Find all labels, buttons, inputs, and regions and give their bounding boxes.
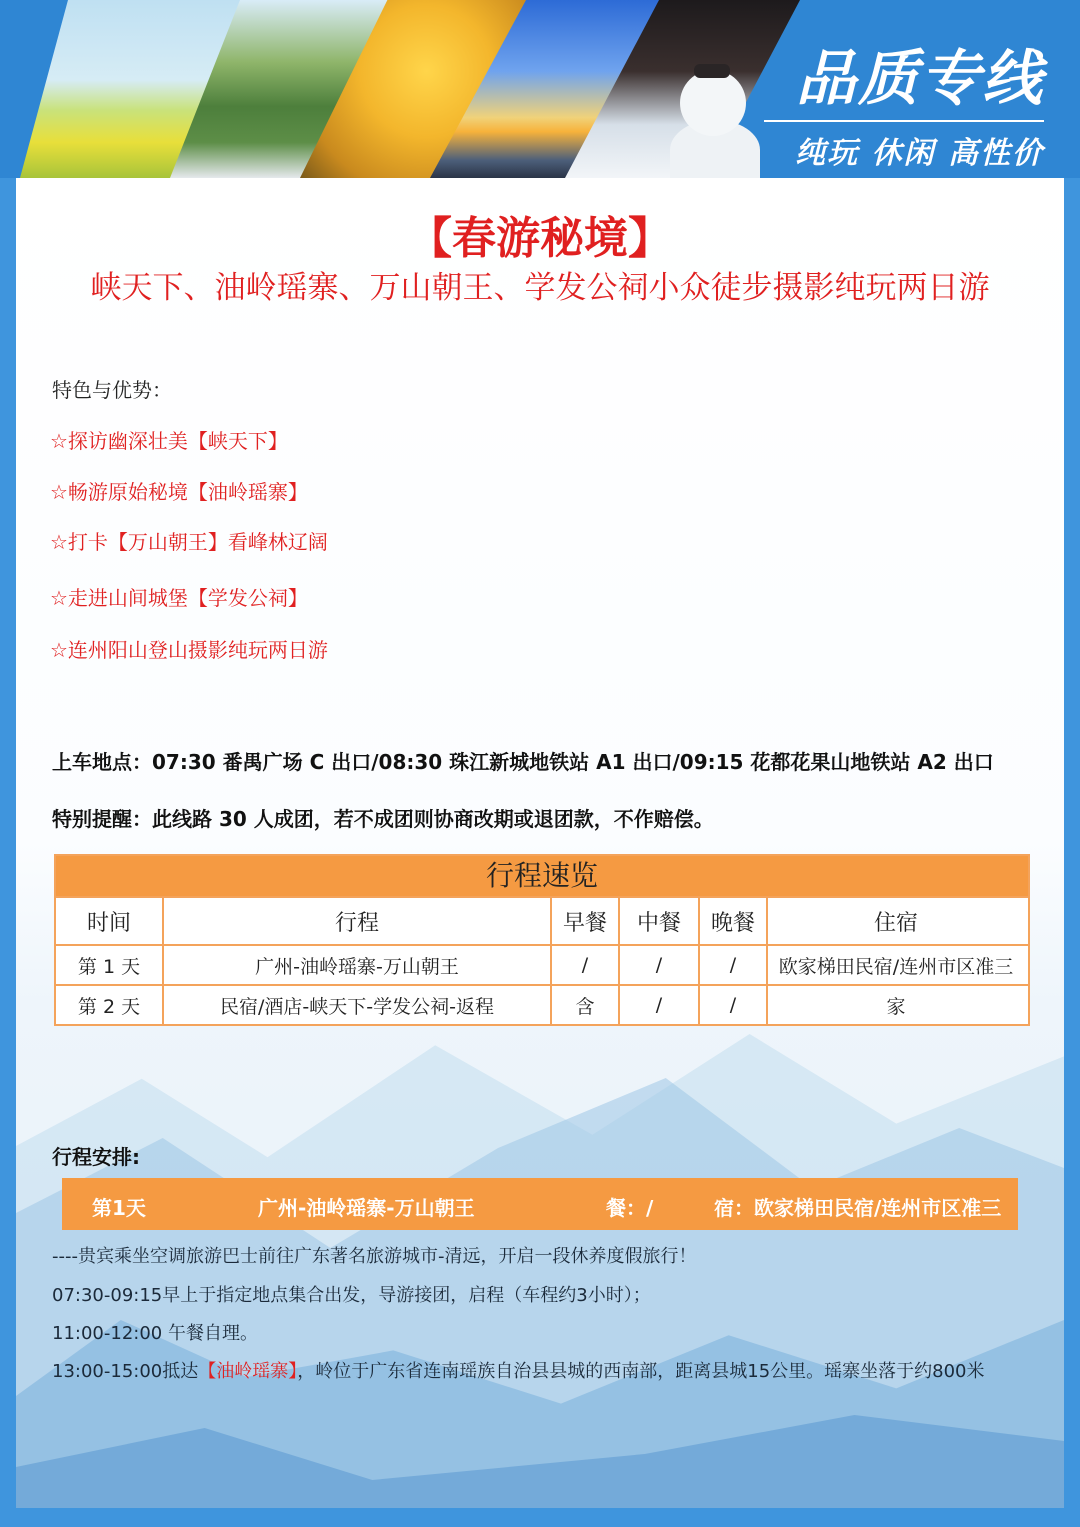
day1-meal: 餐：/ bbox=[606, 1196, 654, 1220]
special-notice: 特别提醒：此线路 30 人成团，若不成团则协商改期或退团款，不作赔偿。 bbox=[52, 807, 714, 831]
table-row bbox=[56, 944, 1028, 984]
page-subtitle: 峡天下、油岭瑶寨、万山朝王、学发公祠小众徒步摄影纯玩两日游 bbox=[90, 270, 990, 306]
column-header: 行程 bbox=[162, 898, 550, 944]
column-header: 时间 bbox=[86, 910, 131, 936]
itinerary-label: 行程安排: bbox=[52, 1145, 140, 1169]
header-banner bbox=[0, 0, 1080, 178]
itinerary-overview-table bbox=[54, 854, 1030, 1026]
pickup-info: 上车地点：07:30 番禺广场 C 出口/08:30 珠江新城地铁站 A1 出口/09:15 花都花果山地铁站 A2 出口 bbox=[52, 750, 994, 774]
table-title: 行程速览 bbox=[56, 856, 1028, 896]
day1-band bbox=[62, 1178, 1018, 1230]
snowman-head bbox=[680, 70, 746, 136]
itinerary-line-time: 13:00-15:00抵达 bbox=[52, 1361, 199, 1382]
day1-stay: 宿：欧家梯田民宿/连州市区准三 bbox=[714, 1196, 1002, 1220]
brand-subtitle: 纯玩 休闲 高性价 bbox=[795, 136, 1044, 171]
table-cell: 欧家梯田民宿/连州市区准三 bbox=[766, 946, 1024, 984]
itinerary-line: 07:30-09:15早上于指定地点集合出发，导游接团，启程（车程约3小时）； bbox=[52, 1285, 651, 1306]
table-row bbox=[56, 984, 1028, 1024]
feature-item: ☆探访幽深壮美【峡天下】 bbox=[50, 429, 288, 453]
table-cell: / bbox=[618, 986, 698, 1024]
itinerary-line bbox=[52, 1357, 985, 1383]
column-header: 早餐 bbox=[550, 898, 618, 944]
table-cell: / bbox=[698, 986, 766, 1024]
highlight-place: 【油岭瑶寨】 bbox=[198, 1361, 298, 1382]
day1-day: 第1天 bbox=[92, 1196, 146, 1220]
brand-divider bbox=[764, 120, 1044, 122]
table-header-row bbox=[56, 896, 1028, 944]
features-label: 特色与优势： bbox=[52, 378, 172, 402]
table-cell: 广州-油岭瑶寨-万山朝王 bbox=[162, 946, 550, 984]
table-cell: / bbox=[618, 946, 698, 984]
feature-item: ☆打卡【万山朝王】看峰林辽阔 bbox=[50, 530, 328, 554]
snowman-hat bbox=[694, 64, 730, 78]
itinerary-line: ----贵宾乘坐空调旅游巴士前往广东著名旅游城市-清远，开启一段休养度假旅行！ bbox=[52, 1246, 697, 1267]
table-cell: 含 bbox=[550, 986, 618, 1024]
column-header: 住宿 bbox=[766, 898, 1024, 944]
itinerary-line: 11:00-12:00 午餐自理。 bbox=[52, 1323, 258, 1344]
content-card bbox=[16, 178, 1064, 1508]
feature-item: ☆畅游原始秘境【油岭瑶寨】 bbox=[50, 480, 308, 504]
feature-item: ☆走进山间城堡【学发公祠】 bbox=[50, 586, 308, 610]
brand-block bbox=[795, 44, 1044, 172]
column-header: 中餐 bbox=[618, 898, 698, 944]
table-cell: 民宿/酒店-峡天下-学发公祠-返程 bbox=[162, 986, 550, 1024]
page-title: 【春游秘境】 bbox=[408, 213, 672, 264]
feature-item: ☆连州阳山登山摄影纯玩两日游 bbox=[50, 638, 328, 662]
itinerary-line-text: ，岭位于广东省连南瑶族自治县县城的西南部，距离县城15公里。瑶寨坐落于约800米 bbox=[297, 1361, 985, 1382]
table-cell: / bbox=[698, 946, 766, 984]
day1-route: 广州-油岭瑶寨-万山朝王 bbox=[258, 1196, 475, 1220]
table-cell: 第 1 天 bbox=[77, 955, 141, 978]
table-cell: / bbox=[550, 946, 618, 984]
column-header: 晚餐 bbox=[698, 898, 766, 944]
table-cell: 第 2 天 bbox=[77, 995, 141, 1018]
brand-title: 品质专线 bbox=[796, 44, 1044, 114]
table-cell: 家 bbox=[766, 986, 1024, 1024]
